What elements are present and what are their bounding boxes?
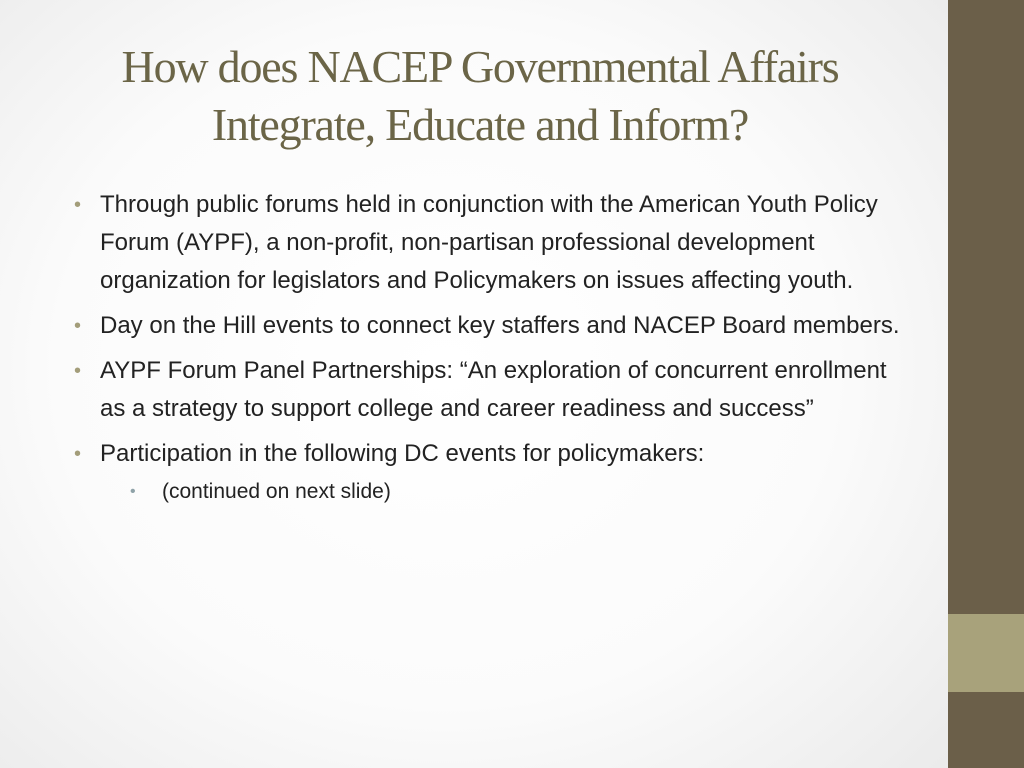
slide-title-line: How does NACEP Governmental Affairs [121,41,839,92]
slide-bullet-list [74,186,904,518]
slide-title [50,38,910,154]
bullet-item: • Through public forums held in conjunction with the American Youth Policy Forum (AYPF), a non-profit, non-partisan professional development organization for legislators and Policymakers on issues affecting youth. [74,186,904,300]
side-bar-accent-decoration [948,614,1024,692]
sub-bullet-list [100,473,904,511]
sub-bullet-item: • (continued on next slide) [130,473,904,511]
bullet-item: • Day on the Hill events to connect key staffers and NACEP Board members. [74,307,904,345]
bullet-item-text: Participation in the following DC events for policymakers: [100,440,705,467]
bullet-item: • AYPF Forum Panel Partnerships: “An exploration of concurrent enrollment as a strategy to support college and career readiness and success” [74,352,904,428]
bullet-item [74,435,904,511]
slide-title-line: Integrate, Educate and Inform? [211,99,749,150]
